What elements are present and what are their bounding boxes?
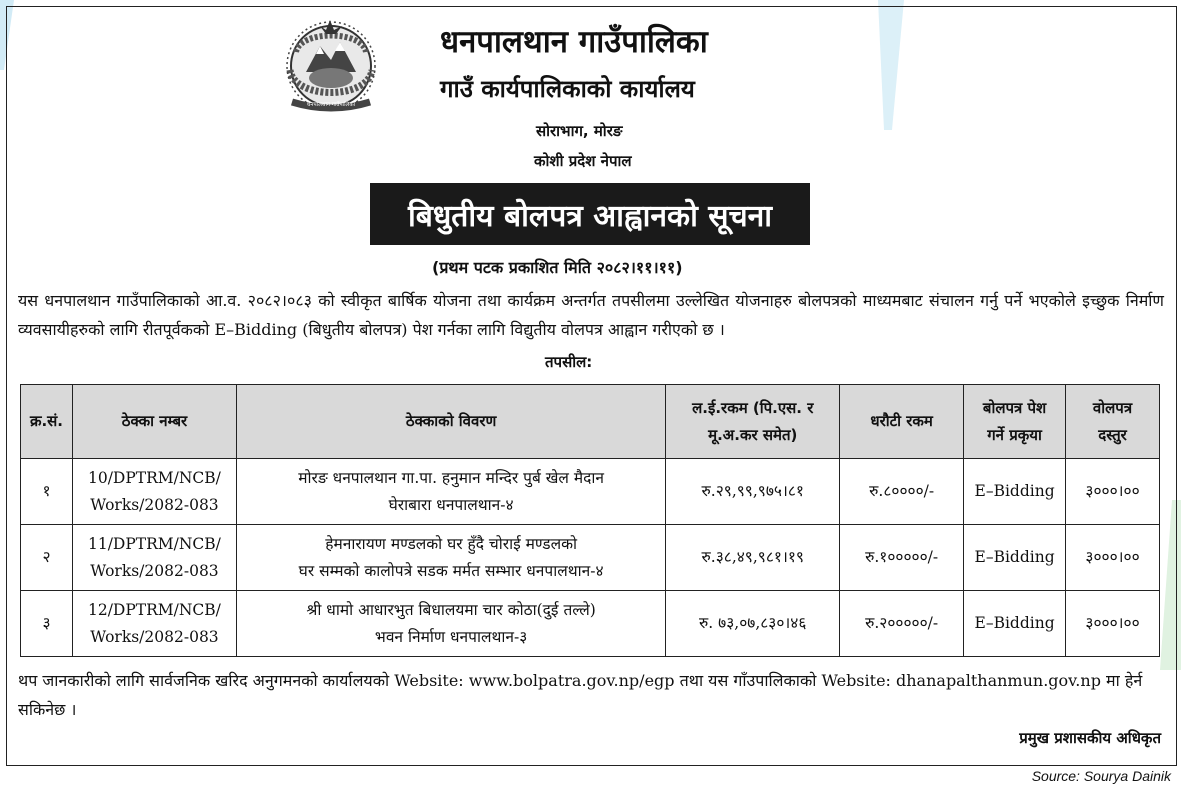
- cell-description: [236, 591, 665, 657]
- cell-contract-no: [72, 591, 236, 657]
- cell-procedure: E–Bidding: [964, 459, 1066, 525]
- header-sn: क्र.सं.: [21, 385, 73, 459]
- cell-deposit: रु.२०००००/-: [840, 591, 964, 657]
- header-fee-line1: वोलपत्र: [1092, 398, 1133, 417]
- cell-fee: ३०००।००: [1066, 525, 1160, 591]
- contract-no-line2: Works/2082-083: [90, 495, 219, 514]
- cell-description: [236, 525, 665, 591]
- description-line1: श्री धामो आधारभुत बिधालयमा चार कोठा(दुई तल्ले): [306, 600, 596, 619]
- contract-no-line2: Works/2082-083: [90, 627, 219, 646]
- tender-table: [20, 384, 1160, 657]
- contract-no-line1: 10/DPTRM/NCB/: [87, 468, 221, 487]
- cell-fee: ३०००।००: [1066, 459, 1160, 525]
- table-row: [21, 591, 1160, 657]
- header-procedure-line2: गर्ने प्रकृया: [987, 425, 1042, 444]
- svg-text:धनपालथान गाउँपालिका: धनपालथान गाउँपालिका: [306, 102, 356, 108]
- source-credit: Source: Sourya Dainik: [1031, 768, 1171, 784]
- header-fee-line2: दस्तुर: [1098, 425, 1127, 444]
- cell-deposit: रु.१०००००/-: [840, 525, 964, 591]
- header-estimate-line1: ल.ई.रकम (पि.एस. र: [692, 398, 814, 417]
- cell-deposit: रु.८००००/-: [840, 459, 964, 525]
- header-estimate-line2: मू.अ.कर समेत): [708, 425, 798, 444]
- intro-paragraph: यस धनपालथान गाउँपालिकाको आ.व. २०८२।०८३ को स्वीकृत बार्षिक योजना तथा कार्यक्रम अन्तर्गत तपसीलमा उल्लेखित योजनाहरु बोलपत्रको माध्यमबाट संचालन गर्नु पर्ने भएकोले इच्छुक निर्माण व्यवसायीहरुको लागि रीतपूर्वकको E–Bidding (बिधुतीय बोलपत्र) पेश गर्नका लागि विद्युतीय वोलपत्र आह्वान गरीएको छ ।: [18, 291, 1164, 339]
- signatory-title: प्रमुख प्रशासकीय अधिकृत: [1019, 729, 1161, 747]
- description-line1: मोरङ धनपालथान गा.पा. हनुमान मन्दिर पुर्ब खेल मैदान: [298, 468, 604, 487]
- header-contract-no: ठेक्का नम्बर: [72, 385, 236, 459]
- cell-procedure: E–Bidding: [964, 525, 1066, 591]
- contract-no-line1: 12/DPTRM/NCB/: [87, 600, 221, 619]
- nepal-emblem-icon: [276, 16, 386, 112]
- cell-estimate: रु. ७३,०७,८३०।४६: [666, 591, 840, 657]
- more-info-paragraph: थप जानकारीको लागि सार्वजनिक खरिद अनुगमनको कार्यालयको Website: www.bolpatra.gov.np/egp तथा यस गाँउपालिकाको Website: dhanapalthanmun.gov.np मा हेर्न सकिनेछ ।: [18, 671, 1143, 719]
- cell-contract-no: [72, 459, 236, 525]
- publication-date: (प्रथम पटक प्रकाशित मिति २०८२।११।११): [432, 258, 683, 277]
- header-estimate: [666, 385, 840, 459]
- cell-sn: ३: [21, 591, 73, 657]
- contract-no-line1: 11/DPTRM/NCB/: [87, 534, 221, 553]
- header-deposit: धरौटी रकम: [840, 385, 964, 459]
- table-row: [21, 459, 1160, 525]
- cell-description: [236, 459, 665, 525]
- description-line2: भवन निर्माण धनपालथान-३: [374, 627, 528, 646]
- description-line2: घेराबारा धनपालथान-४: [388, 495, 514, 514]
- cell-sn: २: [21, 525, 73, 591]
- office-location: सोराभाग, मोरङ: [536, 122, 623, 140]
- description-line2: घर सम्मको कालोपत्रे सडक मर्मत सम्भार धनपालथान-४: [298, 561, 604, 580]
- table-row: [21, 525, 1160, 591]
- header-procedure: [964, 385, 1066, 459]
- header-description: ठेक्काको विवरण: [236, 385, 665, 459]
- header-procedure-line1: बोलपत्र पेश: [982, 398, 1047, 417]
- table-header-row: [21, 385, 1160, 459]
- office-subtitle: गाउँ कार्यपालिकाको कार्यालय: [440, 75, 695, 103]
- cell-estimate: रु.३८,४९,९८१।१९: [666, 525, 840, 591]
- header-fee: [1066, 385, 1160, 459]
- notice-banner-title: बिधुतीय बोलपत्र आह्वानको सूचना: [370, 183, 810, 245]
- cell-estimate: रु.२९,९९,९७५।८१: [666, 459, 840, 525]
- cell-sn: १: [21, 459, 73, 525]
- cell-contract-no: [72, 525, 236, 591]
- contract-no-line2: Works/2082-083: [90, 561, 219, 580]
- municipality-title: धनपालथान गाउँपालिका: [440, 24, 708, 60]
- details-label: तपसील:: [545, 353, 593, 371]
- cell-procedure: E–Bidding: [964, 591, 1066, 657]
- description-line1: हेमनारायण मण्डलको घर हुँदै चोराई मण्डलको: [325, 534, 578, 553]
- cell-fee: ३०००।००: [1066, 591, 1160, 657]
- province-label: कोशी प्रदेश नेपाल: [534, 152, 632, 170]
